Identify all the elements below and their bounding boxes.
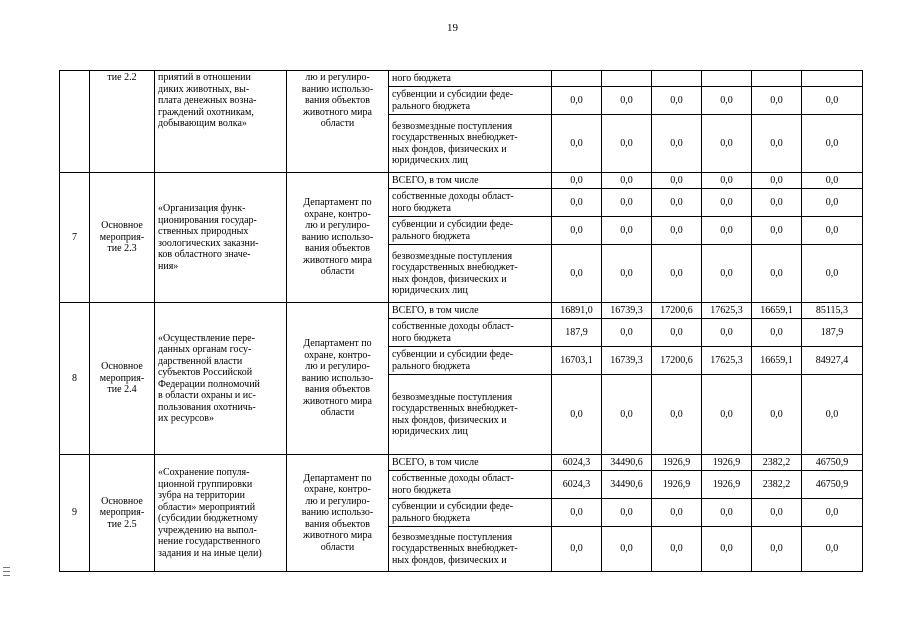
value-cell: 0,0 bbox=[552, 115, 602, 173]
value-cell: 0,0 bbox=[702, 173, 752, 189]
value-cell: 0,0 bbox=[602, 527, 652, 572]
scan-margin-mark bbox=[3, 567, 10, 568]
value-cell: 16891,0 bbox=[552, 303, 602, 319]
value-cell: 0,0 bbox=[702, 499, 752, 527]
executor: Департамент по охране, контро- лю и регулиро- ванию использо- вания объектов животного мира области bbox=[287, 455, 389, 572]
funding-source: безвозмездные поступления государственных внебюджет- ных фондов, физических и юридических лиц bbox=[389, 375, 552, 455]
value-cell: 34490,6 bbox=[602, 471, 652, 499]
value-cell: 0,0 bbox=[652, 189, 702, 217]
funding-source: собственные доходы област- ного бюджета bbox=[389, 319, 552, 347]
value-cell: 0,0 bbox=[702, 245, 752, 303]
value-cell bbox=[752, 71, 802, 87]
total-cell: 0,0 bbox=[802, 87, 863, 115]
funding-source: субвенции и субсидии феде- рального бюджета bbox=[389, 499, 552, 527]
executor: лю и регулиро- ванию использо- вания объектов животного мира области bbox=[287, 71, 389, 173]
value-cell: 1926,9 bbox=[702, 455, 752, 471]
value-cell: 1926,9 bbox=[652, 455, 702, 471]
total-cell: 85115,3 bbox=[802, 303, 863, 319]
funding-source: субвенции и субсидии феде- рального бюджета bbox=[389, 87, 552, 115]
total-cell: 46750,9 bbox=[802, 455, 863, 471]
value-cell: 6024,3 bbox=[552, 471, 602, 499]
total-cell: 0,0 bbox=[802, 189, 863, 217]
value-cell: 0,0 bbox=[652, 319, 702, 347]
table-row bbox=[60, 455, 863, 471]
value-cell bbox=[602, 71, 652, 87]
funding-source: субвенции и субсидии феде- рального бюджета bbox=[389, 217, 552, 245]
event-name: приятий в отношении диких животных, вы- плата денежных возна- граждений охотникам, добывающим волка» bbox=[155, 71, 287, 173]
event-name: «Осуществление пере- данных органам госу- дарственной власти субъектов Российской Федерации полномочий в области охраны и ис- пользования охотничь- их ресурсов» bbox=[155, 303, 287, 455]
value-cell: 0,0 bbox=[752, 375, 802, 455]
value-cell: 0,0 bbox=[752, 173, 802, 189]
scan-margin-mark bbox=[3, 575, 10, 576]
value-cell: 17200,6 bbox=[652, 303, 702, 319]
value-cell: 0,0 bbox=[752, 527, 802, 572]
value-cell: 0,0 bbox=[552, 527, 602, 572]
table-row bbox=[60, 71, 863, 87]
event-type: Основное мероприя- тие 2.5 bbox=[90, 455, 155, 572]
value-cell: 0,0 bbox=[652, 87, 702, 115]
funding-source: безвозмездные поступления государственных внебюджет- ных фондов, физических и bbox=[389, 527, 552, 572]
value-cell: 0,0 bbox=[602, 375, 652, 455]
total-cell: 0,0 bbox=[802, 499, 863, 527]
value-cell: 0,0 bbox=[602, 87, 652, 115]
value-cell: 0,0 bbox=[602, 217, 652, 245]
value-cell: 0,0 bbox=[652, 173, 702, 189]
value-cell: 0,0 bbox=[702, 527, 752, 572]
value-cell: 16739,3 bbox=[602, 303, 652, 319]
value-cell: 0,0 bbox=[552, 173, 602, 189]
total-cell bbox=[802, 71, 863, 87]
value-cell: 0,0 bbox=[752, 319, 802, 347]
value-cell: 1926,9 bbox=[652, 471, 702, 499]
row-number bbox=[60, 71, 90, 173]
funding-source: безвозмездные поступления государственных внебюджет- ных фондов, физических и юридических лиц bbox=[389, 115, 552, 173]
funding-source: ВСЕГО, в том числе bbox=[389, 173, 552, 189]
total-cell: 0,0 bbox=[802, 115, 863, 173]
row-number: 7 bbox=[60, 173, 90, 303]
value-cell bbox=[552, 71, 602, 87]
total-cell: 0,0 bbox=[802, 527, 863, 572]
funding-source: ного бюджета bbox=[389, 71, 552, 87]
event-name: «Организация функ- ционирования государ- ственных природных зоологических заказни- ков областного значе- ния» bbox=[155, 173, 287, 303]
value-cell: 0,0 bbox=[652, 115, 702, 173]
value-cell: 0,0 bbox=[552, 499, 602, 527]
scan-margin-mark bbox=[3, 571, 10, 572]
value-cell: 0,0 bbox=[652, 375, 702, 455]
table-body bbox=[60, 71, 863, 572]
funding-source: ВСЕГО, в том числе bbox=[389, 303, 552, 319]
value-cell: 34490,6 bbox=[602, 455, 652, 471]
total-cell: 84927,4 bbox=[802, 347, 863, 375]
value-cell: 0,0 bbox=[752, 245, 802, 303]
value-cell: 0,0 bbox=[552, 245, 602, 303]
value-cell: 16739,3 bbox=[602, 347, 652, 375]
value-cell: 0,0 bbox=[552, 87, 602, 115]
value-cell: 0,0 bbox=[552, 189, 602, 217]
value-cell: 1926,9 bbox=[702, 471, 752, 499]
value-cell: 16703,1 bbox=[552, 347, 602, 375]
total-cell: 187,9 bbox=[802, 319, 863, 347]
value-cell: 6024,3 bbox=[552, 455, 602, 471]
executor: Департамент по охране, контро- лю и регулиро- ванию использо- вания объектов животного мира области bbox=[287, 173, 389, 303]
value-cell: 0,0 bbox=[702, 115, 752, 173]
value-cell: 0,0 bbox=[602, 115, 652, 173]
event-type: Основное мероприя- тие 2.4 bbox=[90, 303, 155, 455]
value-cell: 0,0 bbox=[652, 217, 702, 245]
value-cell: 0,0 bbox=[752, 217, 802, 245]
value-cell: 0,0 bbox=[652, 245, 702, 303]
event-type: Основное мероприя- тие 2.3 bbox=[90, 173, 155, 303]
value-cell: 2382,2 bbox=[752, 471, 802, 499]
value-cell bbox=[702, 71, 752, 87]
value-cell bbox=[652, 71, 702, 87]
value-cell: 0,0 bbox=[652, 527, 702, 572]
page-number: 19 bbox=[447, 22, 458, 34]
value-cell: 0,0 bbox=[752, 189, 802, 217]
funding-source: собственные доходы област- ного бюджета bbox=[389, 189, 552, 217]
total-cell: 0,0 bbox=[802, 217, 863, 245]
funding-source: собственные доходы област- ного бюджета bbox=[389, 471, 552, 499]
value-cell: 0,0 bbox=[552, 217, 602, 245]
value-cell: 0,0 bbox=[702, 87, 752, 115]
total-cell: 0,0 bbox=[802, 173, 863, 189]
funding-source: субвенции и субсидии феде- рального бюджета bbox=[389, 347, 552, 375]
value-cell: 0,0 bbox=[652, 499, 702, 527]
value-cell: 0,0 bbox=[602, 173, 652, 189]
value-cell: 17625,3 bbox=[702, 303, 752, 319]
value-cell: 0,0 bbox=[752, 87, 802, 115]
value-cell: 17200,6 bbox=[652, 347, 702, 375]
funding-table bbox=[59, 70, 863, 572]
value-cell: 2382,2 bbox=[752, 455, 802, 471]
value-cell: 17625,3 bbox=[702, 347, 752, 375]
value-cell: 0,0 bbox=[702, 217, 752, 245]
table-row bbox=[60, 173, 863, 189]
funding-source: ВСЕГО, в том числе bbox=[389, 455, 552, 471]
row-number: 9 bbox=[60, 455, 90, 572]
value-cell: 187,9 bbox=[552, 319, 602, 347]
value-cell: 0,0 bbox=[752, 115, 802, 173]
value-cell: 16659,1 bbox=[752, 347, 802, 375]
value-cell: 0,0 bbox=[602, 189, 652, 217]
event-type: тие 2.2 bbox=[90, 71, 155, 173]
value-cell: 0,0 bbox=[702, 189, 752, 217]
total-cell: 46750,9 bbox=[802, 471, 863, 499]
executor: Департамент по охране, контро- лю и регулиро- ванию использо- вания объектов животного мира области bbox=[287, 303, 389, 455]
value-cell: 0,0 bbox=[552, 375, 602, 455]
value-cell: 0,0 bbox=[602, 499, 652, 527]
row-number: 8 bbox=[60, 303, 90, 455]
value-cell: 0,0 bbox=[702, 375, 752, 455]
total-cell: 0,0 bbox=[802, 245, 863, 303]
funding-source: безвозмездные поступления государственных внебюджет- ных фондов, физических и юридических лиц bbox=[389, 245, 552, 303]
value-cell: 0,0 bbox=[602, 319, 652, 347]
total-cell: 0,0 bbox=[802, 375, 863, 455]
table-row bbox=[60, 303, 863, 319]
value-cell: 16659,1 bbox=[752, 303, 802, 319]
value-cell: 0,0 bbox=[702, 319, 752, 347]
value-cell: 0,0 bbox=[602, 245, 652, 303]
value-cell: 0,0 bbox=[752, 499, 802, 527]
event-name: «Сохранение популя- ционной группировки зубра на территории области» мероприятий (субсидии бюджетному учреждению на выпол- нение государственного задания и на иные цели) bbox=[155, 455, 287, 572]
